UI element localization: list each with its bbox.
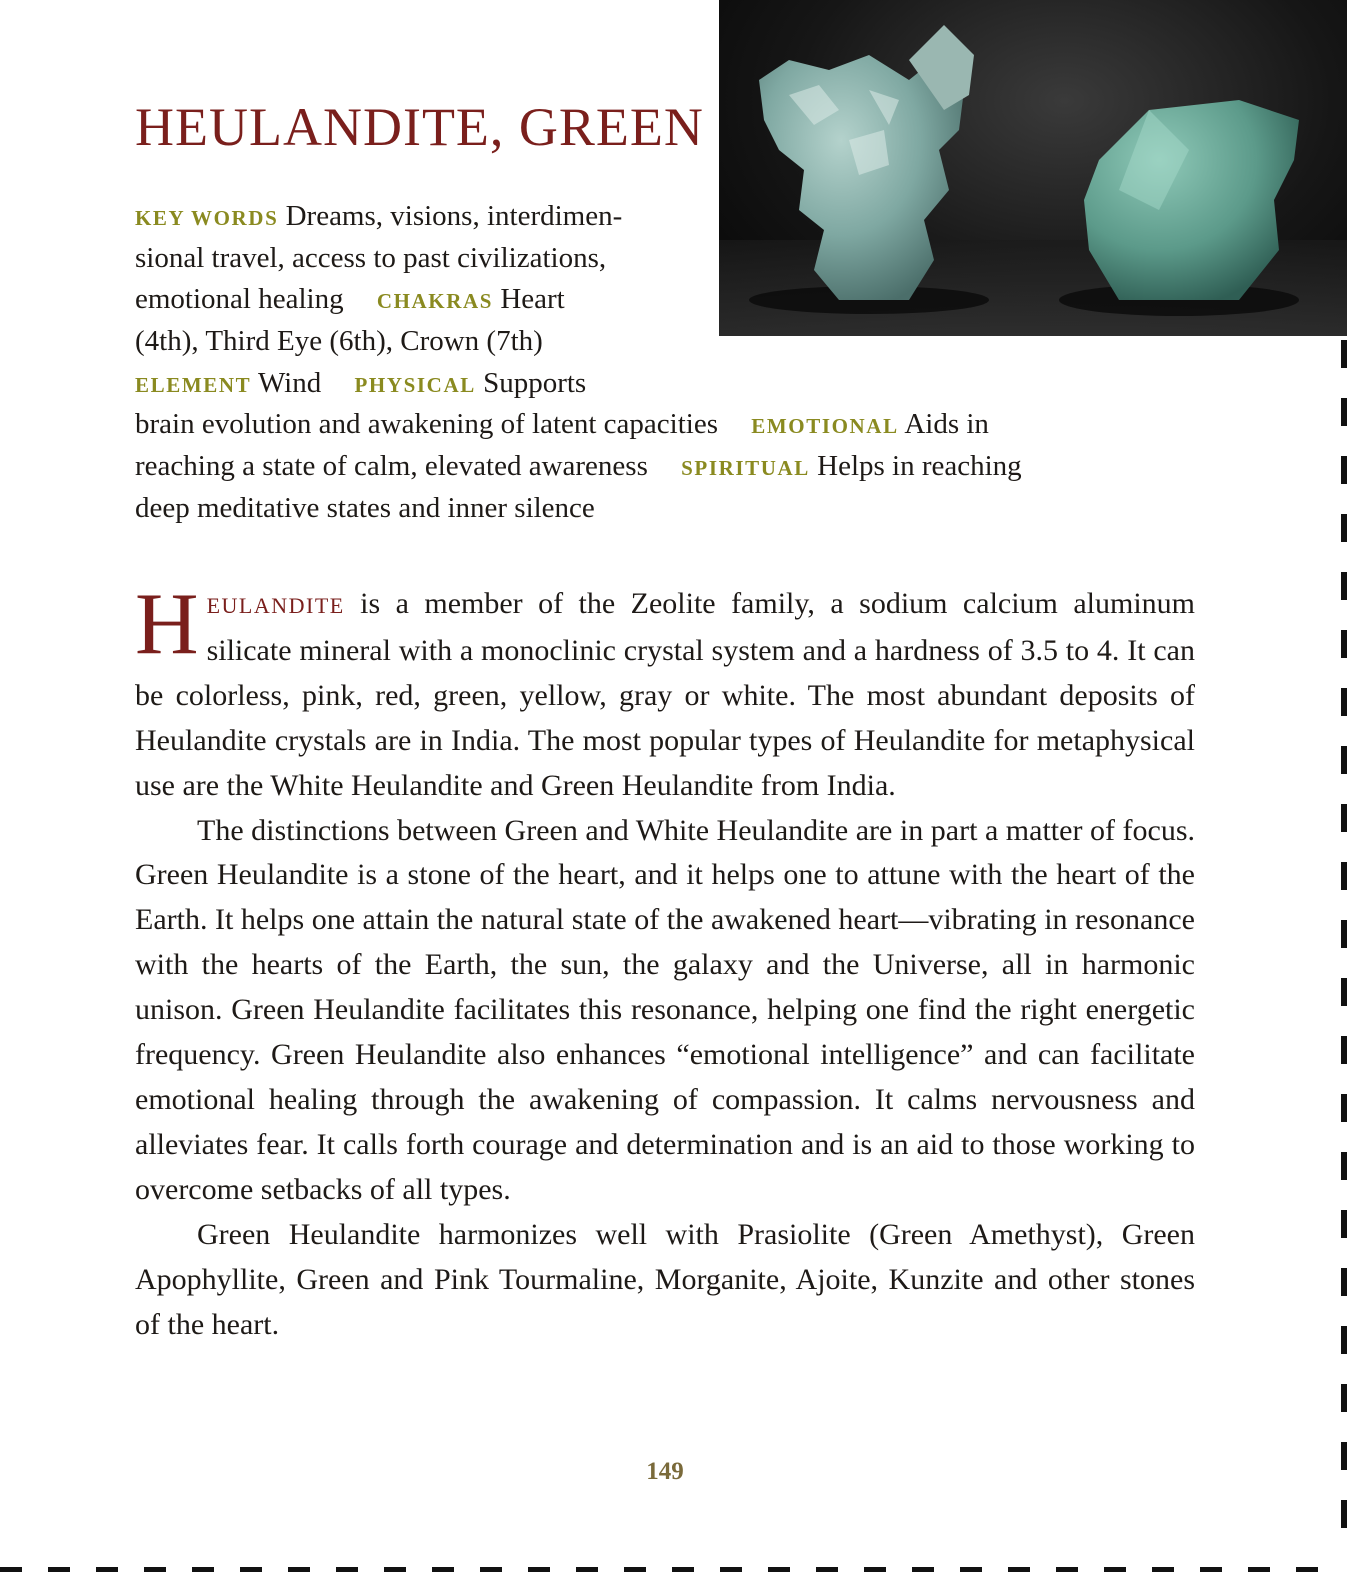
- key-words-text-1: Dreams, visions, interdimen-: [285, 200, 623, 232]
- spiritual-label: SPIRITUAL: [681, 456, 810, 481]
- physical-text-2: brain evolution and awakening of latent capacities: [135, 408, 719, 441]
- properties-line-4: [135, 321, 1125, 363]
- chakras-text-1: Heart: [500, 283, 565, 316]
- paragraph-1-text: is a member of the Zeolite family, a sodium calcium aluminum silicate mineral with a monoclinic crystal system and a hardness of 3.5 to 4. It can be colorless, pink, red, green, yellow, gray or white. The most abundant deposits of Heulandite crystals are in India. The most popular types of Heulandite for metaphysical use are the White Heulandite and Green Heulandite from India.: [135, 587, 1195, 802]
- emotional-text-2: reaching a state of calm, elevated awareness: [135, 450, 648, 483]
- properties-line-2: [135, 238, 1125, 280]
- properties-line-7: [135, 446, 1125, 488]
- emotional-label: EMOTIONAL: [751, 414, 899, 439]
- chakras-label: CHAKRAS: [376, 289, 494, 314]
- properties-line-1: [135, 196, 1125, 238]
- body-text: [135, 576, 1195, 1347]
- key-words-text-2: sional travel, access to past civilizations,: [135, 241, 607, 274]
- properties-line-5: [135, 363, 1125, 405]
- properties-block: [135, 196, 1125, 530]
- physical-text-1: Supports: [483, 366, 587, 399]
- emotional-text-1: Aids in: [904, 408, 989, 441]
- physical-label: PHYSICAL: [354, 372, 476, 397]
- key-words-text-3: emotional healing: [135, 283, 344, 316]
- paragraph-3: Green Heulandite harmonizes well with Prasiolite (Green Amethyst), Green Apophyllite, Green and Pink Tourmaline, Morganite, Ajoite, Kunzite and other stones of the heart.: [135, 1217, 1195, 1341]
- page-number: 149: [646, 1458, 684, 1485]
- element-value: Wind: [257, 366, 322, 399]
- drop-cap: H: [135, 576, 199, 673]
- spiritual-text-1: Helps in reaching: [817, 450, 1022, 483]
- chakras-text-2: (4th), Third Eye (6th), Crown (7th): [135, 325, 543, 358]
- key-words-label: KEY WORDS: [135, 206, 279, 230]
- properties-line-3: [135, 279, 1125, 321]
- properties-line-8: [135, 488, 1125, 530]
- lead-smallcaps: EULANDITE: [206, 593, 345, 618]
- entry-title: HEULANDITE, GREEN: [135, 97, 704, 157]
- spiritual-text-2: deep meditative states and inner silence: [135, 491, 595, 524]
- element-label: ELEMENT: [135, 372, 252, 397]
- paragraph-1: [135, 576, 1195, 809]
- paragraph-2: The distinctions between Green and White Heulandite are in part a matter of focus. Green Heulandite is a stone of the heart, and it helps one to attune with the heart of the Earth. It helps one attain the natural state of the awakened heart—vibrating in resonance with the hearts of the Earth, the sun, the galaxy and the Universe, all in harmonic unison. Green Heulandite facilitates this resonance, helping one find the right energetic frequency. Green Heulandite also enhances “emotional intelligence” and can facilitate emotional healing through the awakening of compassion. It calms nervousness and alleviates fear. It calls forth courage and determination and is an aid to those working to overcome setbacks of all types.: [135, 813, 1195, 1206]
- properties-line-6: [135, 404, 1125, 446]
